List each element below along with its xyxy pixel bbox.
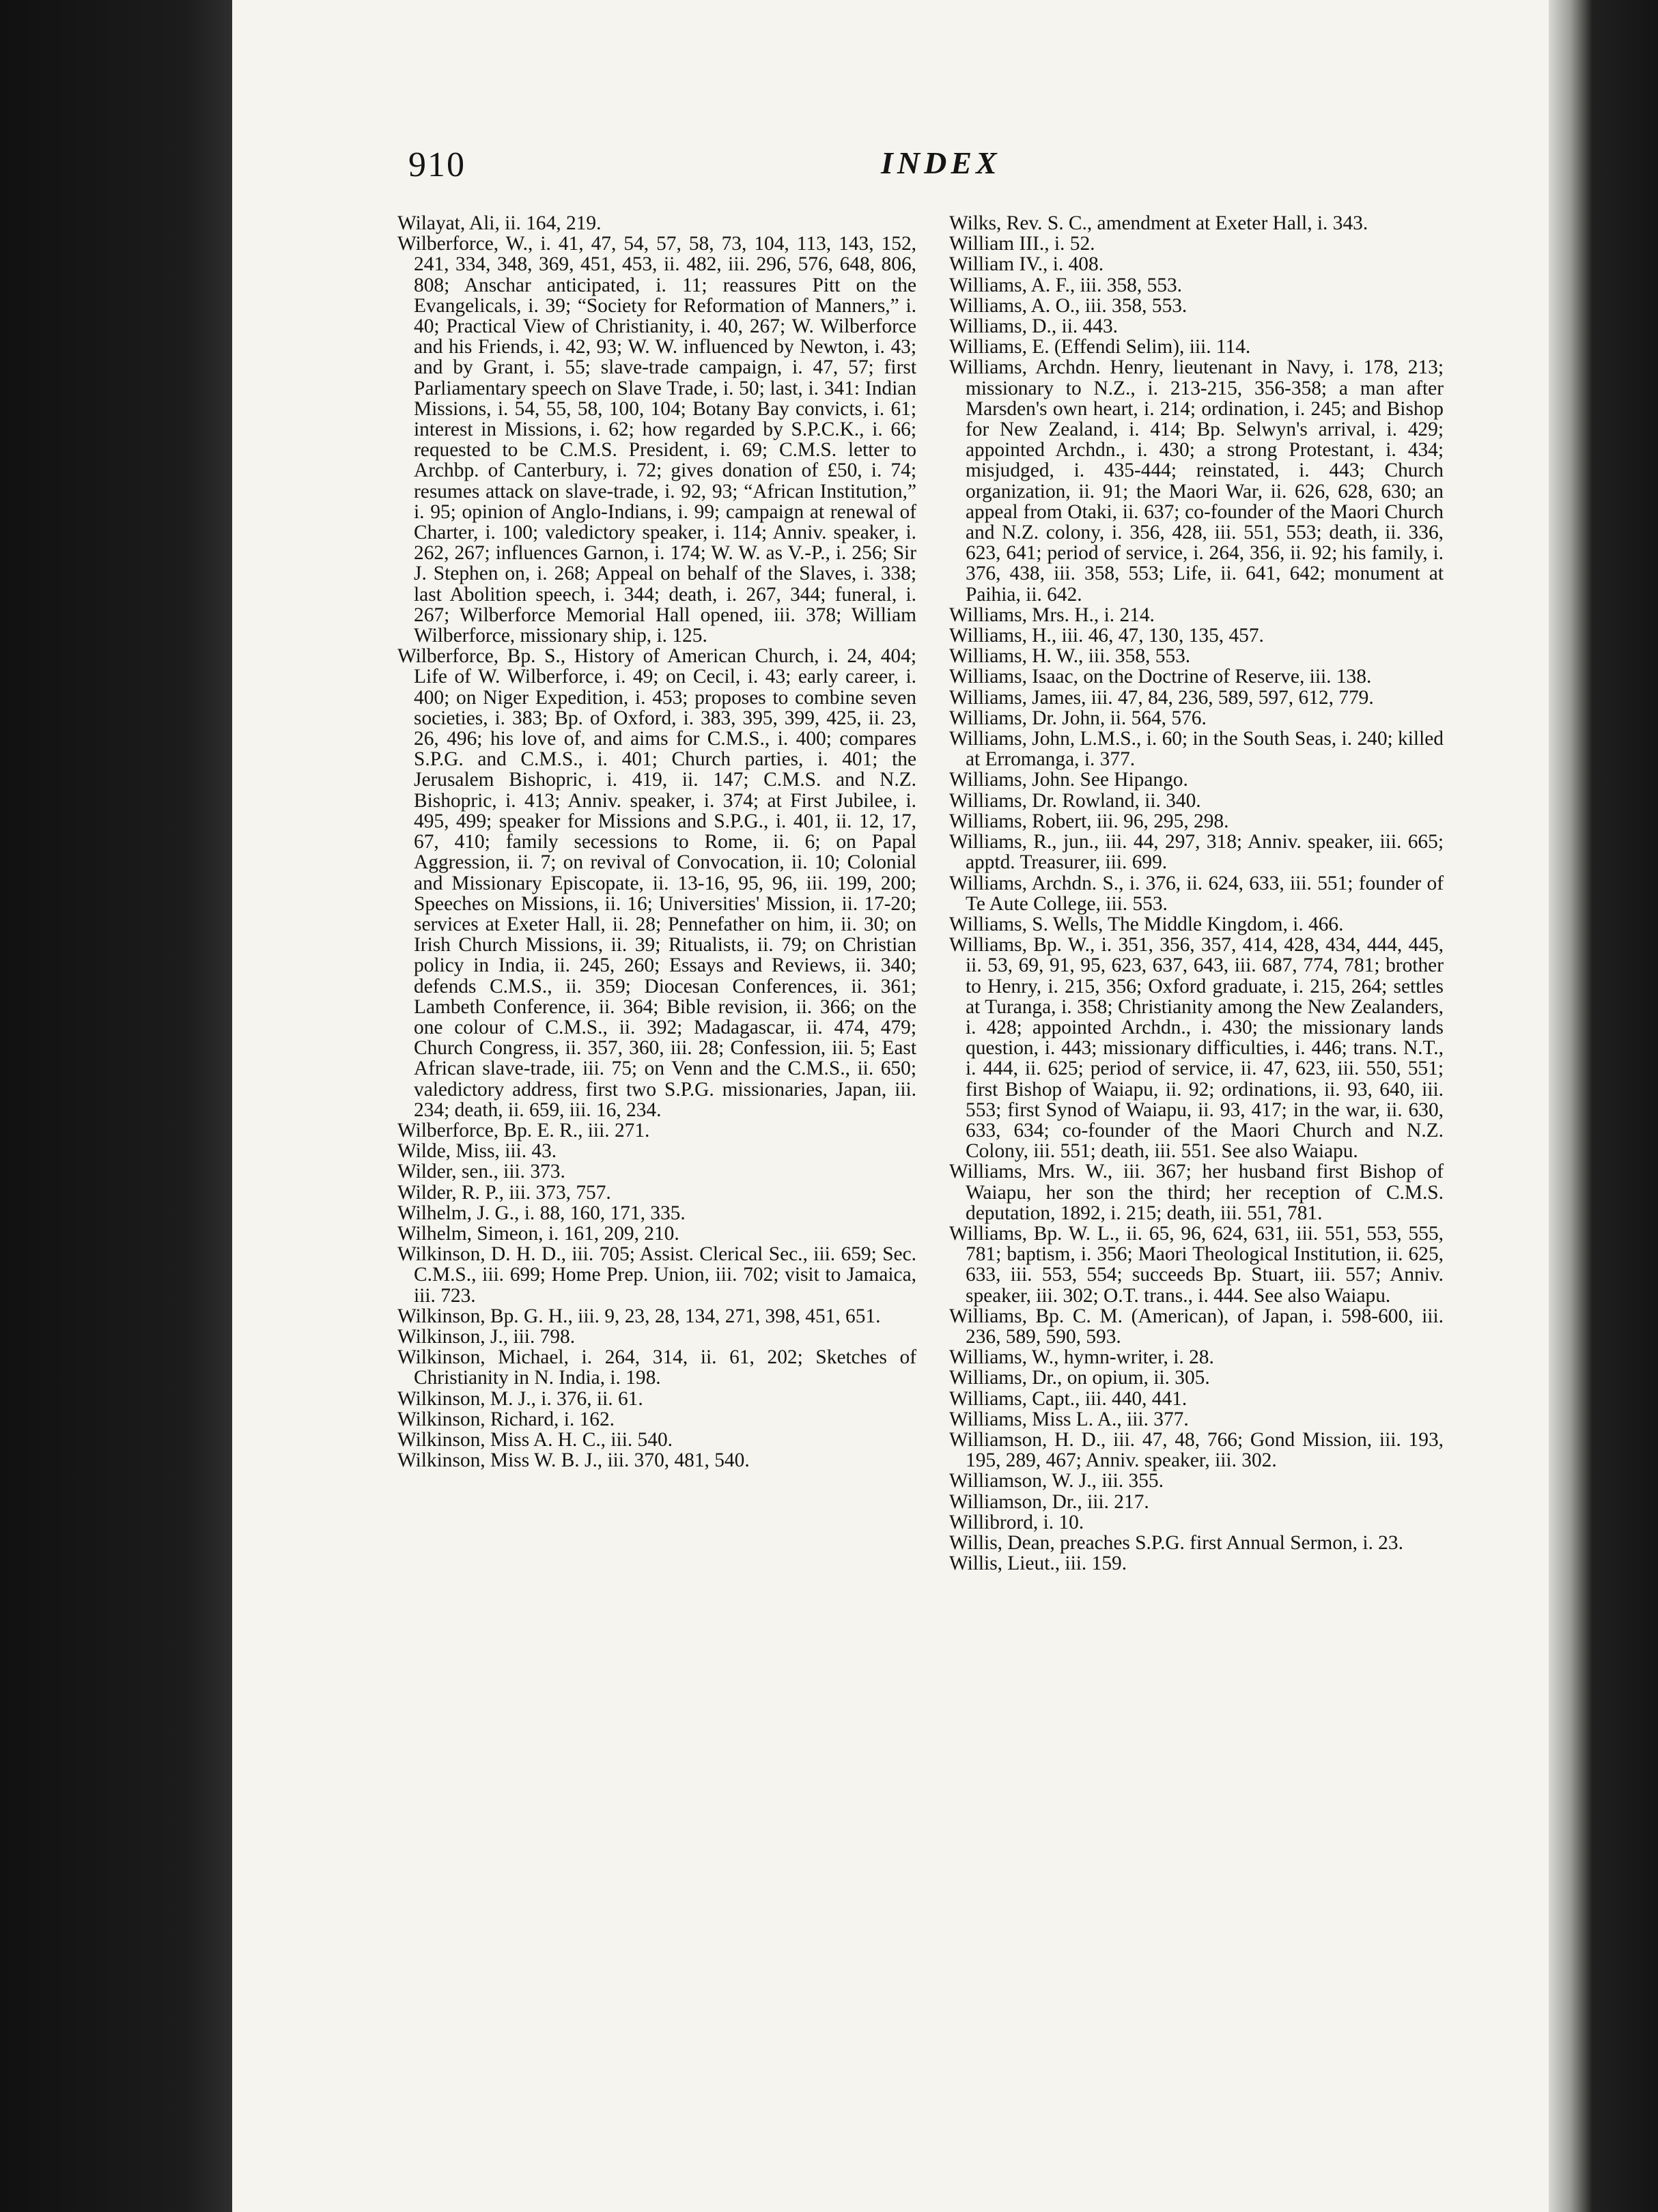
index-entry: Williams, John, L.M.S., i. 60; in the South Seas, i. 240; killed at Erromanga, i. 377. bbox=[949, 728, 1444, 771]
index-entry: Williams, Bp. C. M. (American), of Japan, i. 598-600, iii. 236, 589, 590, 593. bbox=[949, 1305, 1444, 1348]
index-column-right bbox=[949, 213, 1444, 1574]
index-entry: Williamson, Dr., iii. 217. bbox=[949, 1490, 1149, 1513]
page-number: 910 bbox=[408, 145, 466, 184]
index-entry: Williams, D., ii. 443. bbox=[949, 315, 1118, 338]
index-entry: Williams, Isaac, on the Doctrine of Reserve, iii. 138. bbox=[949, 666, 1372, 688]
index-entry: Williams, Bp. W., i. 351, 356, 357, 414, 428, 434, 444, 445, ii. 53, 69, 91, 95, 623, 637, 643, iii. 687, 774, 781; brother to Henry, i. 215, 356; Oxford graduate, i. 215, 264; settles at Turanga, i. 358; Christianity among the New Zealanders, i. 428; appointed Archdn., i. 430; the missionary lands question, i. 443; missionary difficulties, i. 446; trans. N.T., i. 444, ii. 625; period of service, ii. 47, 623, iii. 550, 551; first Bishop of Waiapu, ii. 92; ordinations, ii. 93, 640, iii. 553; first Synod of Waiapu, ii. 93, 417; in the war, ii. 630, 633, 634; co-founder of the Maori Church and N.Z. Colony, iii. 551; death, iii. 551. See also Waiapu. bbox=[949, 934, 1444, 1163]
index-entry: Wilhelm, Simeon, i. 161, 209, 210. bbox=[397, 1222, 679, 1245]
index-entry: Wilkinson, Miss A. H. C., iii. 540. bbox=[397, 1428, 673, 1451]
index-entry: Williams, H., iii. 46, 47, 130, 135, 457. bbox=[949, 625, 1264, 647]
index-entry: Williams, Dr. Rowland, ii. 340. bbox=[949, 789, 1201, 812]
index-entry: Wilder, sen., iii. 373. bbox=[397, 1161, 565, 1183]
index-entry: Williams, E. (Effendi Selim), iii. 114. bbox=[949, 336, 1251, 358]
index-entry: Wilkinson, M. J., i. 376, ii. 61. bbox=[397, 1387, 643, 1410]
index-entry: Willibrord, i. 10. bbox=[949, 1511, 1084, 1533]
index-entry: Wilkinson, Bp. G. H., iii. 9, 23, 28, 134, 271, 398, 451, 651. bbox=[397, 1305, 881, 1327]
index-entry: Wilayat, Ali, ii. 164, 219. bbox=[397, 212, 602, 234]
index-entry: Williams, H. W., iii. 358, 553. bbox=[949, 645, 1191, 668]
index-entry: Wilberforce, W., i. 41, 47, 54, 57, 58, 73, 104, 113, 143, 152, 241, 334, 348, 369, 451, 453, ii. 482, iii. 296, 576, 648, 806, 808; Anschar anticipated, i. 11; reassures Pitt on the Evangelicals, i. 39; “Society for Reformation of Manners,” i. 40; Practical View of Christianity, i. 40, 267; W. Wilberforce and his Friends, i. 42, 93; W. W. influenced by Newton, i. 43; and by Grant, i. 55; slave-trade campaign, i. 47, 57; first Parliamentary speech on Slave Trade, i. 50; last, i. 341: Indian Missions, i. 54, 55, 58, 100, 104; Botany Bay convicts, i. 61; interest in Missions, i. 62; how regarded by S.P.C.K., i. 66; requested to be C.M.S. President, i. 69; C.M.S. letter to Archbp. of Canterbury, i. 72; gives donation of £50, i. 74; resumes attack on slave-trade, i. 92, 93; “African Institution,” i. 95; opinion of Anglo-Indians, i. 99; campaign at renewal of Charter, i. 100; valedictory speaker, i. 114; Anniv. speaker, i. 262, 267; influences Garnon, i. 174; W. W. as V.-P., i. 256; Sir J. Stephen on, i. 268; Appeal on behalf of the Slaves, i. 338; last Abolition speech, i. 344; death, i. 267, 344; funeral, i. 267; Wilberforce Memorial Hall opened, iii. 378; William Wilberforce, missionary ship, i. 125. bbox=[397, 233, 916, 647]
index-entry: Williamson, H. D., iii. 47, 48, 766; Gond Mission, iii. 193, 195, 289, 467; Anniv. speaker, iii. 302. bbox=[949, 1428, 1444, 1472]
index-entry: Williams, Miss L. A., iii. 377. bbox=[949, 1408, 1189, 1430]
index-entry: Williams, Archdn. S., i. 376, ii. 624, 633, iii. 551; founder of Te Aute College, iii. 553. bbox=[949, 872, 1444, 915]
binding-strip bbox=[0, 0, 232, 2212]
index-column-left bbox=[397, 213, 916, 1471]
index-entry: Wilkinson, D. H. D., iii. 705; Assist. Clerical Sec., iii. 659; Sec. C.M.S., iii. 699; Home Prep. Union, iii. 702; visit to Jamaica, iii. 723. bbox=[397, 1243, 916, 1307]
index-entry: Williams, Mrs. W., iii. 367; her husband first Bishop of Waiapu, her son the third; her reception of C.M.S. deputation, 1892, i. 215; death, iii. 551, 781. bbox=[949, 1161, 1444, 1224]
index-entry: Williamson, W. J., iii. 355. bbox=[949, 1470, 1164, 1492]
index-entry: Williams, S. Wells, The Middle Kingdom, i. 466. bbox=[949, 913, 1344, 935]
index-entry: Williams, Dr., on opium, ii. 305. bbox=[949, 1367, 1210, 1389]
index-entry: Wilkinson, J., iii. 798. bbox=[397, 1325, 576, 1348]
index-entry: Williams, Bp. W. L., ii. 65, 96, 624, 631, iii. 551, 553, 555, 781; baptism, i. 356; Maori Theological Institution, ii. 625, 633, iii. 553, 554; succeeds Bp. Stuart, iii. 557; Anniv. speaker, iii. 302; O.T. trans., i. 444. See also Waiapu. bbox=[949, 1222, 1444, 1307]
index-entry: William III., i. 52. bbox=[949, 233, 1095, 255]
index-entry: Williams, James, iii. 47, 84, 236, 589, 597, 612, 779. bbox=[949, 686, 1374, 709]
index-entry: Williams, John. See Hipango. bbox=[949, 769, 1188, 791]
index-entry: Williams, Robert, iii. 96, 295, 298. bbox=[949, 810, 1229, 832]
index-entry: William IV., i. 408. bbox=[949, 253, 1104, 276]
index-entry: Willis, Lieut., iii. 159. bbox=[949, 1552, 1127, 1575]
index-entry: Williams, Archdn. Henry, lieutenant in Navy, i. 178, 213; missionary to N.Z., i. 213-215, 356-358; a man after Marsden's own heart, i. 214; ordination, i. 245; and Bishop for New Zealand, i. 414; Bp. Selwyn's arrival, i. 429; appointed Archdn., i. 430; a strong Protestant, i. 434; misjudged, i. 435-444; reinstated, i. 443; Church organization, ii. 91; the Maori War, ii. 626, 628, 630; an appeal from Otaki, ii. 637; co-founder of the Maori Church and N.Z. colony, i. 356, 428, iii. 551, 553; death, ii. 336, 623, 641; period of service, i. 264, 356, ii. 92; his family, i. 376, 438, iii. 358, 553; Life, ii. 641, 642; monument at Paihia, ii. 642. bbox=[949, 356, 1444, 606]
index-entry: Wilkinson, Michael, i. 264, 314, ii. 61, 202; Sketches of Christianity in N. India, i. 198. bbox=[397, 1346, 916, 1389]
index-entry: Williams, Mrs. H., i. 214. bbox=[949, 604, 1155, 626]
index-entry: Wilkinson, Richard, i. 162. bbox=[397, 1408, 615, 1430]
index-entry: Wilder, R. P., iii. 373, 757. bbox=[397, 1181, 611, 1204]
index-entry: Wilks, Rev. S. C., amendment at Exeter Hall, i. 343. bbox=[949, 212, 1368, 234]
index-entry: Williams, W., hymn-writer, i. 28. bbox=[949, 1346, 1214, 1369]
index-entry: Wilhelm, J. G., i. 88, 160, 171, 335. bbox=[397, 1202, 686, 1224]
index-entry: Williams, Dr. John, ii. 564, 576. bbox=[949, 707, 1207, 729]
index-entry: Wilberforce, Bp. E. R., iii. 271. bbox=[397, 1119, 650, 1142]
index-entry: Williams, A. F., iii. 358, 553. bbox=[949, 274, 1183, 296]
index-entry: Wilberforce, Bp. S., History of American Church, i. 24, 404; Life of W. Wilberforce, i. 49; on Cecil, i. 43; early career, i. 400; on Niger Expedition, i. 453; proposes to combine seven societies, i. 383; Bp. of Oxford, i. 383, 395, 399, 425, ii. 23, 26, 496; his love of, and aims for C.M.S., i. 400; compares S.P.G. and C.M.S., i. 401; Church parties, i. 401; the Jerusalem Bishopric, i. 419, ii. 147; C.M.S. and N.Z. Bishopric, i. 413; Anniv. speaker, i. 374; at First Jubilee, i. 495, 499; speaker for Missions and S.P.G., i. 401, ii. 12, 17, 67, 410; family secessions to Rome, ii. 6; on Papal Aggression, ii. 7; on revival of Convocation, ii. 10; Colonial and Missionary Episcopate, ii. 13-16, 95, 96, iii. 199, 200; Speeches on Missions, ii. 16; Universities' Mission, ii. 17-20; services at Exeter Hall, ii. 28; Pennefather on him, ii. 30; on Irish Church Missions, ii. 39; Ritualists, ii. 79; on Christian policy in India, ii. 245, 260; Essays and Reviews, ii. 340; defends C.M.S., ii. 359; Diocesan Conferences, ii. 361; Lambeth Conference, ii. 364; Bible revision, ii. 366; on the one colour of C.M.S., ii. 392; Madagascar, ii. 474, 479; Church Congress, ii. 357, 360, iii. 28; Confession, iii. 5; East African slave-trade, iii. 75; on Venn and the C.M.S., ii. 650; valedictory address, first two S.P.G. missionaries, Japan, iii. 234; death, ii. 659, iii. 16, 234. bbox=[397, 645, 916, 1121]
running-head: INDEX bbox=[881, 145, 1001, 180]
index-entry: Wilde, Miss, iii. 43. bbox=[397, 1140, 557, 1163]
index-entry: Wilkinson, Miss W. B. J., iii. 370, 481, 540. bbox=[397, 1449, 750, 1472]
index-entry: Williams, A. O., iii. 358, 553. bbox=[949, 294, 1188, 317]
index-entry: Williams, Capt., iii. 440, 441. bbox=[949, 1387, 1188, 1410]
index-entry: Willis, Dean, preaches S.P.G. first Annual Sermon, i. 23. bbox=[949, 1532, 1403, 1554]
page-edge-shadow bbox=[1549, 0, 1658, 2212]
index-entry: Williams, R., jun., iii. 44, 297, 318; Anniv. speaker, iii. 665; apptd. Treasurer, iii. 699. bbox=[949, 831, 1444, 874]
